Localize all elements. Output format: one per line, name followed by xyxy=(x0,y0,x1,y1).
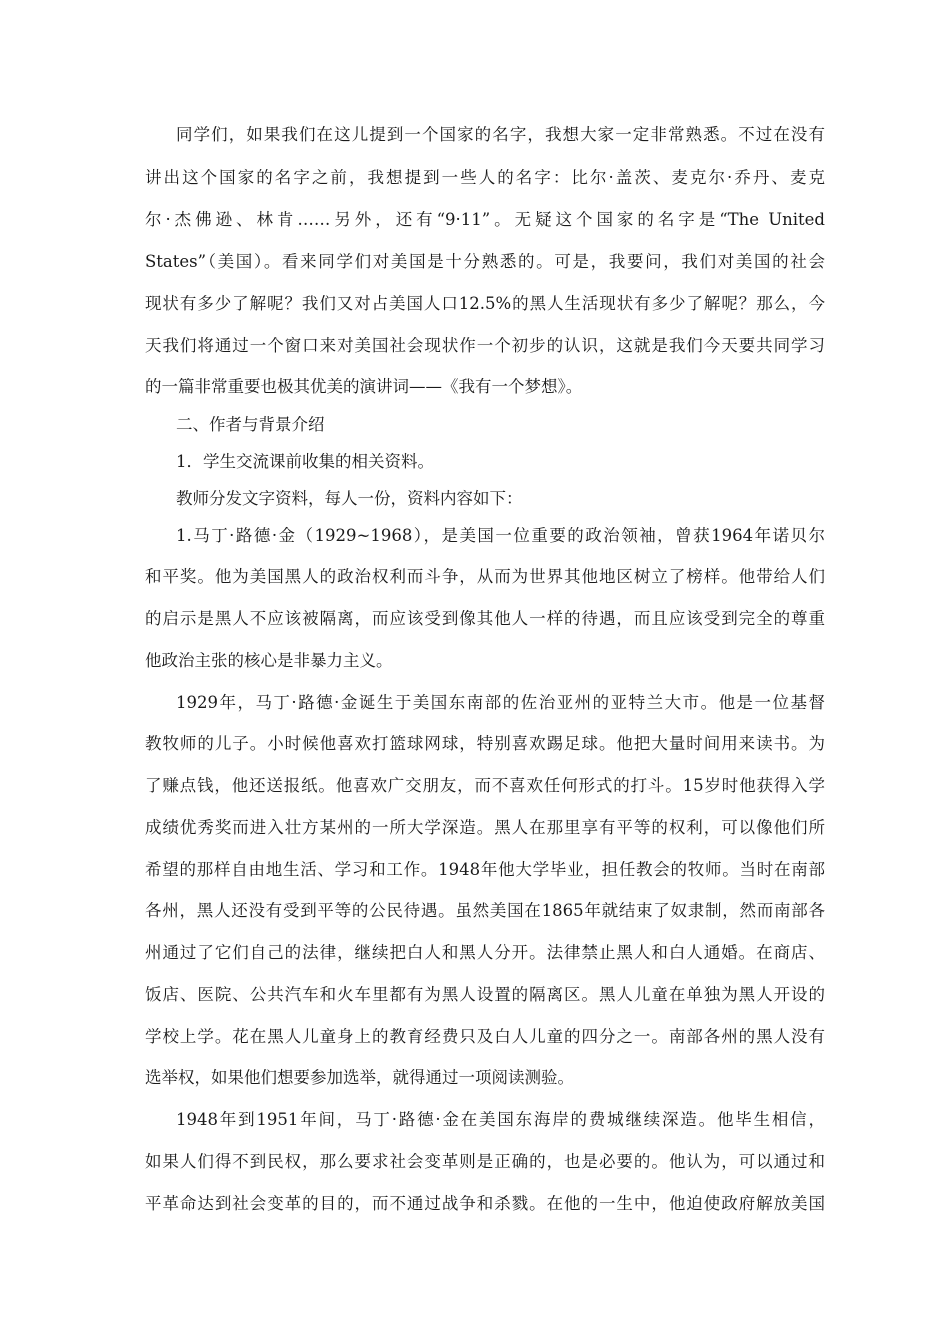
text-line: 了赚点钱，他还送报纸。他喜欢广交朋友，而不喜欢任何形式的打斗。15岁时他获得入学 xyxy=(145,776,825,795)
text-line: States”（美国）。看来同学们对美国是十分熟悉的。可是，我要问，我们对美国的社会 xyxy=(145,252,825,271)
text-line: 各州，黑人还没有受到平等的公民待遇。虽然美国在1865年就结束了奴隶制，然而南部各 xyxy=(145,901,825,920)
text-line: 天我们将通过一个窗口来对美国社会现状作一个初步的认识，这就是我们今天要共同学习 xyxy=(145,336,825,355)
text-line: 成绩优秀奖而进入壮方某州的一所大学深造。黑人在那里享有平等的权利，可以像他们所 xyxy=(145,818,825,837)
text-line: 他政治主张的核心是非暴力主义。 xyxy=(145,651,393,670)
text-line: 教师分发文字资料，每人一份，资料内容如下： xyxy=(176,489,523,508)
text-line: 尔·杰佛逊、林肯……另外，还有“9·11”。无疑这个国家的名字是“The United xyxy=(145,210,825,229)
text-line: 教牧师的儿子。小时候他喜欢打篮球网球，特别喜欢踢足球。他把大量时间用来读书。为 xyxy=(145,734,825,753)
text-line: 的一篇非常重要也极其优美的演讲词——《我有一个梦想》。 xyxy=(145,377,583,396)
text-line: 的启示是黑人不应该被隔离，而应该受到像其他人一样的待遇，而且应该受到完全的尊重 xyxy=(145,609,825,628)
text-line: 现状有多少了解呢？我们又对占美国人口12.5%的黑人生活现状有多少了解呢？那么，今 xyxy=(145,294,825,313)
text-line: 1.马丁·路德·金（1929~1968），是美国一位重要的政治领袖，曾获1964年诺贝尔 xyxy=(176,526,825,545)
text-line: 如果人们得不到民权，那么要求社会变革则是正确的，也是必要的。他认为，可以通过和 xyxy=(145,1152,825,1171)
text-line: 选举权，如果他们想要参加选举，就得通过一项阅读测验。 xyxy=(145,1068,574,1087)
text-line: 和平奖。他为美国黑人的政治权利而斗争，从而为世界其他地区树立了榜样。他带给人们 xyxy=(145,567,825,586)
list-item: 1．学生交流课前收集的相关资料。 xyxy=(176,452,434,471)
text-line: 饭店、医院、公共汽车和火车里都有为黑人设置的隔离区。黑人儿童在单独为黑人开设的 xyxy=(145,985,825,1004)
text-line: 1948年到1951年间，马丁·路德·金在美国东海岸的费城继续深造。他毕生相信， xyxy=(176,1110,825,1129)
text-line: 同学们，如果我们在这儿提到一个国家的名字，我想大家一定非常熟悉。不过在没有 xyxy=(176,125,825,144)
text-line: 学校上学。花在黑人儿童身上的教育经费只及白人儿童的四分之一。南部各州的黑人没有 xyxy=(145,1027,825,1046)
text-line: 州通过了它们自己的法律，继续把白人和黑人分开。法律禁止黑人和白人通婚。在商店、 xyxy=(145,943,825,962)
text-line: 希望的那样自由地生活、学习和工作。1948年他大学毕业，担任教会的牧师。当时在南部 xyxy=(145,860,825,879)
section-heading: 二、作者与背景介绍 xyxy=(176,415,325,434)
text-line: 1929年，马丁·路德·金诞生于美国东南部的佐治亚州的亚特兰大市。他是一位基督 xyxy=(176,693,825,712)
text-line: 平革命达到社会变革的目的，而不通过战争和杀戮。在他的一生中，他迫使政府解放美国 xyxy=(145,1194,825,1213)
text-line: 讲出这个国家的名字之前，我想提到一些人的名字：比尔·盖茨、麦克尔·乔丹、麦克 xyxy=(145,168,825,187)
